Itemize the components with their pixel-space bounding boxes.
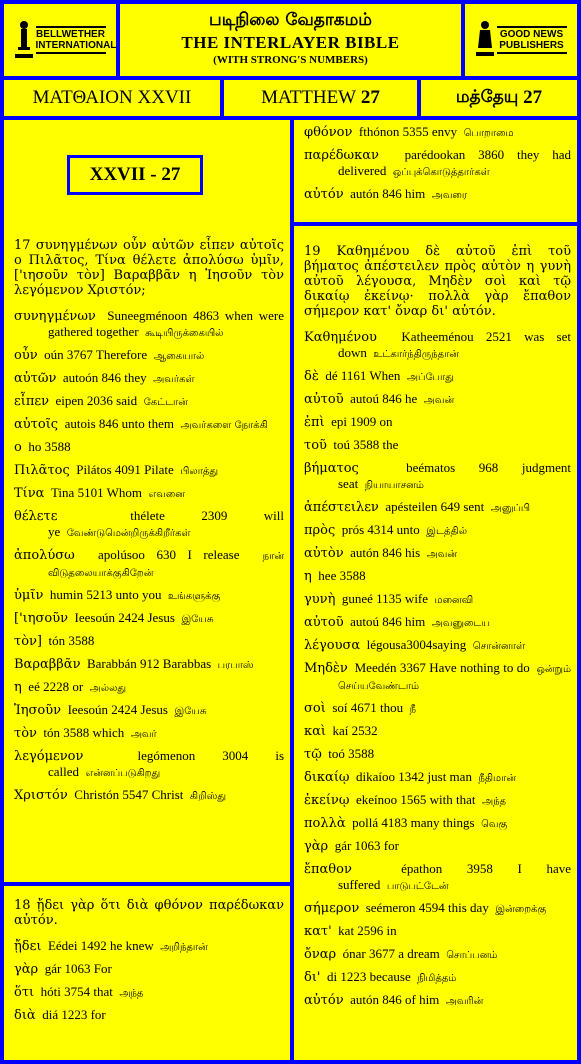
greek-word: Μηδὲν [304,661,348,676]
english-gloss: pollá 4183 many things [352,815,475,830]
interlinear-word [14,347,284,364]
english-gloss: légousa3004saying [366,637,467,652]
interlinear-word [14,547,284,581]
greek-word: πρὸς [304,523,336,538]
english-gloss: Katheeménou 2521 was set down [338,329,572,360]
greek-word: αὐτόν [304,187,344,202]
interlinear-word [14,1007,284,1024]
english-gloss: prós 4314 unto [341,522,420,537]
tamil-gloss: அவன் [426,549,458,560]
english-gloss: autoón 846 they [62,370,147,385]
interlinear-word [14,961,284,978]
book-english-panel [224,80,417,116]
greek-word: ἔπαθον [304,862,352,877]
greek-word: δικαίῳ [304,770,350,785]
interlinear-word [14,938,284,955]
tamil-gloss: அவர்களை நோக்கி [180,420,268,431]
book-tamil-name: மத்தேயு [455,87,519,107]
verse-19-panel [294,226,577,1060]
book-greek-panel [4,80,220,116]
interlinear-word [304,437,571,454]
english-gloss: hóti 3754 that [40,984,113,999]
english-gloss: eipen 2036 said [55,393,138,408]
verse-17-words [14,308,284,804]
interlinear-word [14,370,284,387]
greek-word: η [304,569,312,584]
interlinear-word [304,391,571,408]
tamil-gloss: பிலாத்து [180,466,219,477]
greek-word: ἐκείνῳ [304,793,350,808]
greek-word: λέγουσα [304,638,361,653]
book-greek: ΜΑΤΘΑΙΟΝ XXVII [32,87,192,108]
verse-18-continued-words [304,124,571,203]
tamil-gloss: அறிந்தான் [160,942,208,953]
interlinear-word [304,186,571,203]
interlinear-word [304,700,571,717]
greek-word: εἶπεν [14,394,50,409]
english-gloss: di 1223 because [327,969,411,984]
interlinear-word [304,660,571,694]
chapter-label: XXVII - 27 [89,164,181,185]
right-logo-text: GOOD NEWS PUBLISHERS [497,26,567,54]
bible-title: THE INTERLAYER BIBLE [181,33,400,52]
tamil-gloss: ஒன்றும் செய்யவேண்டாம் [338,664,572,692]
english-gloss: tón 3588 which [43,725,125,740]
interlinear-word [304,499,571,516]
greek-word: συνηγμένων [14,309,96,324]
english-gloss: toó 3588 [328,746,375,761]
greek-word: ἐπὶ [304,415,325,430]
tamil-gloss: கூடியிருக்கையில் [145,328,224,339]
bible-subtitle: (WITH STRONG'S NUMBERS) [213,54,368,66]
tamil-gloss: என்னப்படுகிறது [85,768,161,779]
tamil-gloss: எவனை [148,489,186,500]
greek-word: αὐτοῦ [304,392,344,407]
tamil-gloss: நீ [409,704,417,715]
english-gloss: epi 1909 on [331,414,393,429]
greek-word: ὑμῖν [14,588,44,603]
tamil-gloss: மனைவி [434,595,474,606]
book-tamil-panel [421,80,577,116]
book-tamil-chapter: 27 [523,87,543,108]
greek-word: λεγόμενον [14,749,84,764]
english-gloss: ho 3588 [28,439,71,454]
interlinear-word [304,992,571,1009]
greek-word: φθόνον [304,125,353,140]
greek-word: τὸν] [14,634,42,649]
tamil-gloss: சொப்பனம் [446,950,498,961]
verse-18-continued-panel [294,120,577,222]
tamil-gloss: பாடுபட்டேன் [386,881,449,892]
interlinear-word [304,522,571,539]
english-gloss: épathon 3958 I have suffered [338,861,571,892]
greek-word: καὶ [304,724,327,739]
right-logo-panel [465,4,577,76]
tamil-title: படிநிலை வேதாகமம் [209,10,372,30]
english-gloss: Suneegménoon 4863 when were gathered together [48,308,284,339]
interlinear-word [14,308,284,341]
title-panel [120,4,461,76]
english-gloss: seémeron 4594 this day [365,900,489,915]
interlinear-word [304,460,571,493]
greek-word: αὐτοῖς [14,417,59,432]
tamil-gloss: இயேசு [181,614,214,625]
interlinear-word [304,545,571,562]
greek-word: γὰρ [14,962,39,977]
english-gloss: guneé 1135 wife [341,591,429,606]
interlinear-word [304,861,571,894]
english-gloss: gár 1063 For [44,961,112,976]
interlinear-word [14,787,284,804]
tamil-gloss: பொறாமை [463,128,514,139]
english-gloss: legómenon 3004 is called [48,748,285,779]
english-gloss: soí 4671 thou [332,700,404,715]
tamil-gloss: நிமித்தம் [417,973,457,984]
tamil-gloss: அனுப்பி [490,503,531,514]
interlinear-word [304,815,571,832]
greek-word: η [14,680,22,695]
interlinear-word [304,591,571,608]
interlinear-word [304,637,571,654]
greek-word: γὰρ [304,839,329,854]
tamil-gloss: சொன்னாள் [472,641,525,652]
left-logo-text: BELLWETHER INTERNATIONAL [36,26,106,54]
interlinear-word [304,329,571,362]
tamil-gloss: கிறிஸ்து [189,791,227,802]
tamil-gloss: நீதிமான் [478,773,517,784]
greek-word: σοὶ [304,701,326,716]
english-gloss: gár 1063 for [334,838,399,853]
book-english-name: MATTHEW [261,87,357,108]
english-gloss: autón 846 his [350,545,421,560]
english-gloss: eé 2228 or [28,679,84,694]
greek-word: Ἰησοῦν [14,703,62,718]
greek-word: πολλὰ [304,816,346,831]
english-gloss: Tina 5101 Whom [50,485,142,500]
greek-word: τῷ [304,747,322,762]
interlinear-word [304,792,571,809]
english-gloss: Ieesoún 2424 Jesus [67,702,168,717]
english-gloss: apésteilen 649 sent [385,499,485,514]
greek-word: ἀπέστειλεν [304,500,379,515]
greek-word: αὐτὸν [304,546,344,561]
greek-word: δὲ [304,369,319,384]
greek-word: οὖν [14,348,38,363]
english-gloss: Pilátos 4091 Pilate [76,462,174,477]
english-gloss: autón 846 him [350,186,426,201]
interlinear-word [304,923,571,940]
interlinear-word [14,393,284,410]
english-gloss: autoú 846 he [350,391,418,406]
greek-word: Βαραββᾶν [14,657,81,672]
tamil-gloss: வெகு [481,819,508,830]
interlinear-word [304,769,571,786]
tamil-gloss: உட்கார்ந்திருந்தான் [373,349,459,360]
english-gloss: ónar 3677 a dream [342,946,440,961]
tamil-gloss: அவர்கள் [153,374,195,385]
interlinear-word [14,587,284,604]
english-gloss: apolúsoo 630 I release [97,547,240,562]
greek-word: αὐτόν [304,993,344,1008]
tamil-gloss: இன்றைக்கு [495,904,547,915]
tamil-gloss: கேட்டான் [143,397,188,408]
tamil-gloss: அவர் [130,729,157,740]
tamil-gloss: அல்லது [89,683,127,694]
english-gloss: diá 1223 for [42,1007,106,1022]
tamil-gloss: நியாயாசனம் [364,480,424,491]
bellwether-logo-icon [15,20,33,60]
tamil-gloss: அப்போது [406,372,454,383]
english-gloss: Barabbán 912 Barabbas [86,656,212,671]
interlinear-word [304,147,571,180]
english-gloss: dé 1161 When [325,368,401,383]
interlinear-word [14,439,284,456]
greek-word: ἀπολύσω [14,548,75,563]
greek-word: ο [14,440,22,455]
greek-word: κατ' [304,924,332,939]
verse-18-greek: 18 ᾔδει γὰρ ὅτι διὰ φθόνον παρέδωκαν αὐτόν. [14,898,284,928]
interlinear-word [14,416,284,433]
greek-word: θέλετε [14,509,58,524]
interlinear-word [304,838,571,855]
greek-word: αὐτῶν [14,371,57,386]
tamil-gloss: அந்த [119,988,144,999]
greek-word: Χριστόν [14,788,68,803]
tamil-gloss: ஒப்புக்கொடுத்தார்கள் [392,167,490,178]
book-english-chapter: 27 [360,87,380,108]
tamil-gloss: அவன் [423,395,455,406]
greek-word: παρέδωκαν [304,148,379,163]
interlinear-word [304,568,571,585]
english-gloss: autón 846 of him [350,992,440,1007]
interlinear-word [304,900,571,917]
interlinear-word [304,368,571,385]
tamil-gloss: இடத்தில் [426,526,467,537]
interlinear-word [14,656,284,673]
english-gloss: tón 3588 [48,633,95,648]
verse-19-words [304,329,571,1009]
interlinear-word [14,610,284,627]
tamil-gloss: பரபாஸ் [217,660,254,671]
interlinear-word [14,508,284,541]
english-gloss: autois 846 unto them [64,416,174,431]
greek-word: Καθημένου [304,330,377,345]
good-news-logo-icon [476,20,494,60]
english-gloss: autoú 846 him [350,614,426,629]
english-gloss: oún 3767 Therefore [44,347,148,362]
tamil-gloss: இயேசு [174,706,207,717]
english-gloss: humin 5213 unto you [49,587,162,602]
greek-word: γυνὴ [304,592,336,607]
greek-word: ὄναρ [304,947,337,962]
tamil-gloss: உங்களுக்கு [167,591,221,602]
english-gloss: dikaíoo 1342 just man [356,769,472,784]
left-logo-panel [4,4,116,76]
english-gloss: ekeínoo 1565 with that [355,792,476,807]
english-gloss: Meedén 3367 Have nothing to do [354,660,530,675]
tamil-gloss: அந்த [481,796,506,807]
greek-word: Τίνα [14,486,45,501]
english-gloss: hee 3588 [318,568,366,583]
interlinear-word [14,633,284,650]
english-gloss: parédookan 3860 they had delivered [338,147,572,178]
verse-19-greek: 19 Καθημένου δὲ αὐτοῦ ἐπὶ τοῦ βήματος ἀπέστειλεν πρὸς αὐτὸν η γυνὴ αὐτοῦ λέγουσα, Μηδὲν σοὶ καὶ τῷ δικαίῳ ἐκείνῳ· πολλὰ γὰρ ἔπαθον σήμερον κατ' ὄναρ δι' αὐτόν. [304,244,571,319]
verse-17-panel [4,120,290,882]
interlinear-word [304,946,571,963]
interlinear-word [14,984,284,1001]
english-gloss: beématos 968 judgment seat [338,460,572,491]
interlinear-word [14,679,284,696]
greek-word: τὸν [14,726,37,741]
verse-18-panel [4,886,290,1060]
greek-word: ὅτι [14,985,35,1000]
greek-word: τοῦ [304,438,327,453]
tamil-gloss: அவரின் [445,996,484,1007]
tamil-gloss: ஆகையால் [153,351,205,362]
interlinear-word [304,723,571,740]
english-gloss: fthónon 5355 envy [358,124,458,139]
interlinear-word [14,748,284,781]
interlinear-word [14,485,284,502]
greek-word: Πιλᾶτος [14,463,70,478]
greek-word: αὐτοῦ [304,615,344,630]
english-gloss: Eédei 1492 he knew [47,938,154,953]
english-gloss: kaí 2532 [332,723,378,738]
english-gloss: kat 2596 in [338,923,397,938]
english-gloss: toú 3588 the [333,437,399,452]
interlinear-word [304,414,571,431]
english-gloss: Christón 5547 Christ [74,787,184,802]
english-gloss: Ieesoún 2424 Jesus [74,610,175,625]
tamil-gloss: வேண்டுமென்றிருக்கிறீர்கள் [66,528,191,539]
verse-17-greek: 17 συνηγμένων οὖν αὐτῶν εἶπεν αὐτοῖς ο Πιλᾶτος, Τίνα θέλετε ἀπολύσω ὑμῖν, ['ιησοῦν τὸν] Βαραββᾶν η Ἰησοῦν τὸν λεγόμενον Χριστόν; [14,238,284,298]
chapter-label-box [67,155,203,195]
interlinear-word [304,969,571,986]
greek-word: βήματος [304,461,359,476]
interlinear-word [304,124,571,141]
verse-18-words [14,938,284,1024]
interlinear-word [304,746,571,763]
interlinear-word [14,725,284,742]
tamil-gloss: அவரை [431,190,468,201]
tamil-gloss: அவனுடைய [431,618,490,629]
greek-word: σήμερον [304,901,360,916]
tamil-gloss: நான் விடுதலையாக்குகிறேன் [48,551,285,579]
greek-word: ᾔδει [14,939,42,954]
interlinear-word [14,462,284,479]
greek-word: διὰ [14,1008,36,1023]
greek-word: δι' [304,970,321,985]
interlinear-word [304,614,571,631]
english-gloss: thélete 2309 will ye [48,508,284,539]
greek-word: ['ιησοῦν [14,611,69,626]
interlinear-word [14,702,284,719]
